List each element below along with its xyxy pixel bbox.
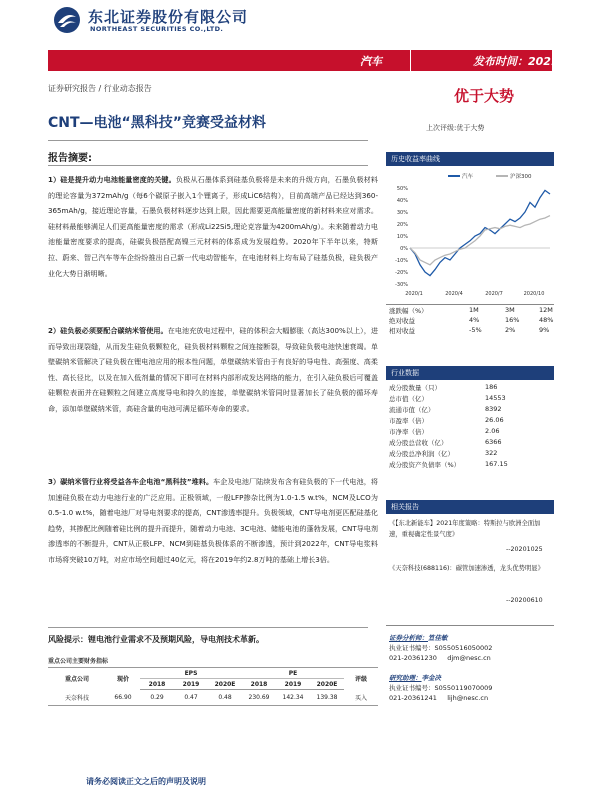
y-tick-label: 10% (396, 234, 408, 240)
cell-rating: 买入 (344, 690, 378, 706)
rating: 优于大势 (454, 87, 515, 105)
data-value: 14553 (485, 394, 506, 402)
previous-rating: 上次评级:优于大势 (426, 124, 485, 132)
chart-section-title: 历史收益率曲线 (386, 152, 554, 166)
list-item (389, 449, 554, 460)
list-item (389, 416, 554, 427)
related-report-date: --20201025 (506, 546, 543, 553)
col-header-year: 2019 (276, 679, 310, 690)
list-item (389, 460, 554, 471)
summary-paragraph-2 (48, 323, 378, 468)
data-label: 市盈率（倍） (389, 417, 428, 425)
y-tick-label: 20% (396, 222, 408, 228)
risk-text: 锂电池行业需求不及预期风险，导电剂技术革新。 (88, 635, 264, 644)
analyst-card (389, 673, 554, 703)
perf-value: 9% (539, 326, 550, 334)
company-logo-icon (52, 6, 82, 34)
report-header (0, 0, 600, 40)
related-report-date: --20200610 (506, 597, 543, 604)
summary-heading: 报告摘要: (48, 153, 92, 164)
perf-value: 48% (539, 316, 554, 324)
col-header-eps: EPS (140, 668, 242, 679)
analyst-name: 笪佳敏 (428, 634, 448, 642)
data-value: 322 (485, 449, 498, 457)
perf-header-12m: 12M (539, 306, 553, 314)
x-tick-label: 2020/10 (523, 291, 545, 297)
publish-date-value: 2021-01-20 (528, 55, 599, 68)
list-item (389, 405, 554, 416)
y-tick-label: -10% (395, 258, 408, 264)
company-name-cn: 东北证券股份有限公司 (88, 8, 249, 26)
analyst-email[interactable]: lijh@nesc.cn (447, 694, 489, 702)
industry-data-title: 行业数据 (386, 366, 554, 380)
return-chart (386, 166, 554, 300)
col-header-year: 2018 (242, 679, 276, 690)
cell-price: 66.90 (106, 690, 140, 706)
analyst-phone: 021-20361241 (389, 694, 437, 702)
perf-value: -5% (469, 326, 482, 334)
x-tick-label: 2020/4 (445, 291, 463, 297)
analyst-phone: 021-20361230 (389, 654, 437, 662)
analyst-card (389, 633, 554, 663)
earnings-table-caption: 重点公司主要财务指标 (48, 658, 109, 665)
industry-data-list (389, 383, 554, 471)
analyst-divider (386, 625, 554, 626)
breadcrumb: 证券研究报告 / 行业动态报告 (48, 84, 152, 93)
x-tick-label: 2020/7 (485, 291, 503, 297)
topbar-divider (410, 50, 411, 71)
data-label: 成分股总净利润（亿） (389, 450, 454, 458)
data-label: 市净率（倍） (389, 428, 428, 436)
risk-divider (48, 627, 368, 628)
topbar (48, 50, 599, 71)
related-report-link[interactable]: 《【东北新能车】2021年度策略：特斯拉与欧洲全面加速，重视确定性景气度》 (389, 520, 541, 538)
data-label: 流通市值（亿） (389, 406, 435, 414)
paragraph-lead: 1）硅是提升动力电池能量密度的关键。 (48, 175, 176, 184)
report-title: CNT—电池“黑科技”竞赛受益材料 (48, 115, 266, 131)
data-label: 成分股数量（只） (389, 384, 441, 392)
col-header-year: 2018 (140, 679, 174, 690)
paragraph-lead: 3）碳纳米管行业将受益各车企电池“黑科技”堆料。 (48, 477, 214, 486)
col-header-rating: 评级 (344, 668, 378, 690)
data-value: 167.15 (485, 460, 508, 468)
series-line-汽车 (410, 190, 550, 275)
col-header-year: 2019 (174, 679, 208, 690)
paragraph-lead: 2）硅负极必须要配合碳纳米管使用。 (48, 326, 168, 335)
data-value: 2.06 (485, 427, 500, 435)
performance-table (389, 306, 554, 336)
cell-pe: 142.34 (276, 690, 310, 706)
list-item (389, 427, 554, 438)
data-label: 总市值（亿） (389, 395, 428, 403)
series-line-沪深300 (410, 216, 550, 265)
cell-eps: 0.48 (208, 690, 242, 706)
related-report-link[interactable]: 《天奈科技(688116)：碳管加速渗透，龙头优势明显》 (389, 565, 544, 572)
list-item (389, 438, 554, 449)
perf-header-label: 涨跌幅（%） (389, 307, 428, 315)
cell-eps: 0.47 (174, 690, 208, 706)
footer-disclaimer: 请务必阅读正文之后的声明及说明 (86, 777, 206, 786)
analyst-role: 研究助理： (389, 674, 422, 682)
perf-header-1m: 1M (469, 306, 479, 314)
y-tick-label: 50% (396, 186, 408, 192)
summary-paragraph-1 (48, 172, 378, 317)
analyst-license: 执业证书编号：S0550119070009 (389, 684, 493, 692)
col-header-company: 重点公司 (48, 668, 106, 690)
perf-value: 4% (469, 316, 480, 324)
data-value: 26.06 (485, 416, 504, 424)
data-value: 186 (485, 383, 498, 391)
related-reports-title: 相关报告 (386, 500, 554, 514)
risk-label: 风险提示： (48, 635, 88, 644)
title-divider (48, 140, 368, 141)
earnings-table (48, 667, 378, 706)
performance-header-row (389, 306, 554, 316)
cell-company: 天奈科技 (48, 690, 106, 706)
list-item (389, 394, 554, 405)
y-tick-label: -20% (395, 270, 408, 276)
sector-label: 汽车 (360, 55, 382, 68)
x-tick-label: 2020/1 (405, 291, 423, 297)
legend-label: 汽车 (462, 174, 474, 180)
perf-row-label: 绝对收益 (389, 317, 415, 325)
y-tick-label: 0% (400, 246, 408, 252)
performance-row (389, 326, 554, 336)
risk-warning (48, 634, 264, 645)
perf-value: 2% (505, 326, 516, 334)
data-value: 6366 (485, 438, 502, 446)
analyst-role: 证券分析师： (389, 634, 428, 642)
analyst-email[interactable]: djm@nesc.cn (447, 654, 491, 662)
table-row (48, 690, 378, 706)
col-header-price: 现价 (106, 668, 140, 690)
y-tick-label: 40% (396, 198, 408, 204)
col-header-year: 2020E (310, 679, 344, 690)
data-label: 成分股总营收（亿） (389, 439, 448, 447)
y-tick-label: 30% (396, 210, 408, 216)
data-value: 8392 (485, 405, 502, 413)
performance-top-rule (386, 304, 554, 305)
summary-divider (48, 165, 368, 166)
data-label: 成分股资产负债率（%） (389, 461, 461, 469)
cell-eps: 0.29 (140, 690, 174, 706)
company-name-en: NORTHEAST SECURITIES CO.,LTD. (90, 25, 224, 33)
publish-date (473, 53, 598, 69)
summary-paragraph-3 (48, 474, 378, 619)
col-header-pe: PE (242, 668, 344, 679)
analyst-name: 李金决 (421, 674, 441, 682)
cell-pe: 230.69 (242, 690, 276, 706)
paragraph-body: 负极从石墨体系到硅基负极将是未来的升级方向，石墨负极材料的理论容量为372mAh/g（每6个碳原子嵌入1个锂离子，形成LiC6结构），目前高端产品已经达到360-365mAh/g，接近理论容量，石墨负极材料逐步达到上限，因此需要更高能量密度的新材料来应对需求。硅材料最能够满足人们更高能量密度的需求（形成Li22Si5,理论克容量为4200mAh/g）。未来随着动力电池能量密度要求的提高，硅碳负极搭配高镍三元材料的体系成为发展趋势。2020年下半年以来，特斯拉、蔚来、智己汽车等车企纷纷推出自己新一代电动智能车，在电池材料上均布局了硅基负极，硅负极产业化大势日渐明晰。 (48, 175, 379, 278)
paragraph-body: 在电池充放电过程中，硅的体积会大幅膨胀（高达300%以上），进而导致出现裂缝，从而发生硅负极颗粒化，硅负极材料颗粒之间连接断裂，导致硅负极电池快速衰竭。单壁碳纳米管解决了硅负极在锂电池应用的根本性问题，单壁碳纳米管由于有良好的导电性、高强度、高柔性、高长径比，以及在加入低剂量的情况下即可在材料内部形成发达网络的能力，在引入硅负极后可覆盖硅颗粒表面并在硅颗粒之间建立高度导电和持久的连接，单壁碳纳米管同时显著加长了硅负极的循环寿命，添加单壁碳纳米管，高硅含量的电池可满足循环寿命的要求。 (48, 326, 379, 413)
perf-value: 16% (505, 316, 520, 324)
cell-pe: 139.38 (310, 690, 344, 706)
analyst-license: 执业证书编号：S0550516050002 (389, 644, 493, 652)
legend-label: 沪深300 (510, 174, 532, 180)
col-header-year: 2020E (208, 679, 242, 690)
performance-row (389, 316, 554, 326)
perf-header-3m: 3M (505, 306, 515, 314)
perf-row-label: 相对收益 (389, 327, 415, 335)
paragraph-body: 车企及电池厂陆续发布含有硅负极的下一代电池，将加速硅负极在动力电池行业的广泛应用。正极领域，一般LFP掺杂比例为1.0-1.5 w.t%，NCM及LCO为0.5-1.0 w.t%，随着电池厂对导电剂要求的提高，CNT渗透率提升。负极领域，CNT导电剂更匹配硅基化趋势，其掺配比例随着硅比例的提升而提升，随着动力电池、3C电池、储能电池的蓬勃发展，CNT导电剂渗透率的不断提升，CNT从正极LFP、NCM到硅基负极体系的不断渗透，预计到2022年，CNT导电浆料市场将突破10万吨，对应市场空间超过40亿元，将在2019年约2.8万吨的基础上增长3倍。 (48, 477, 379, 564)
publish-date-label: 发布时间： (473, 55, 528, 68)
list-item (389, 383, 554, 394)
y-tick-label: -30% (395, 282, 408, 288)
